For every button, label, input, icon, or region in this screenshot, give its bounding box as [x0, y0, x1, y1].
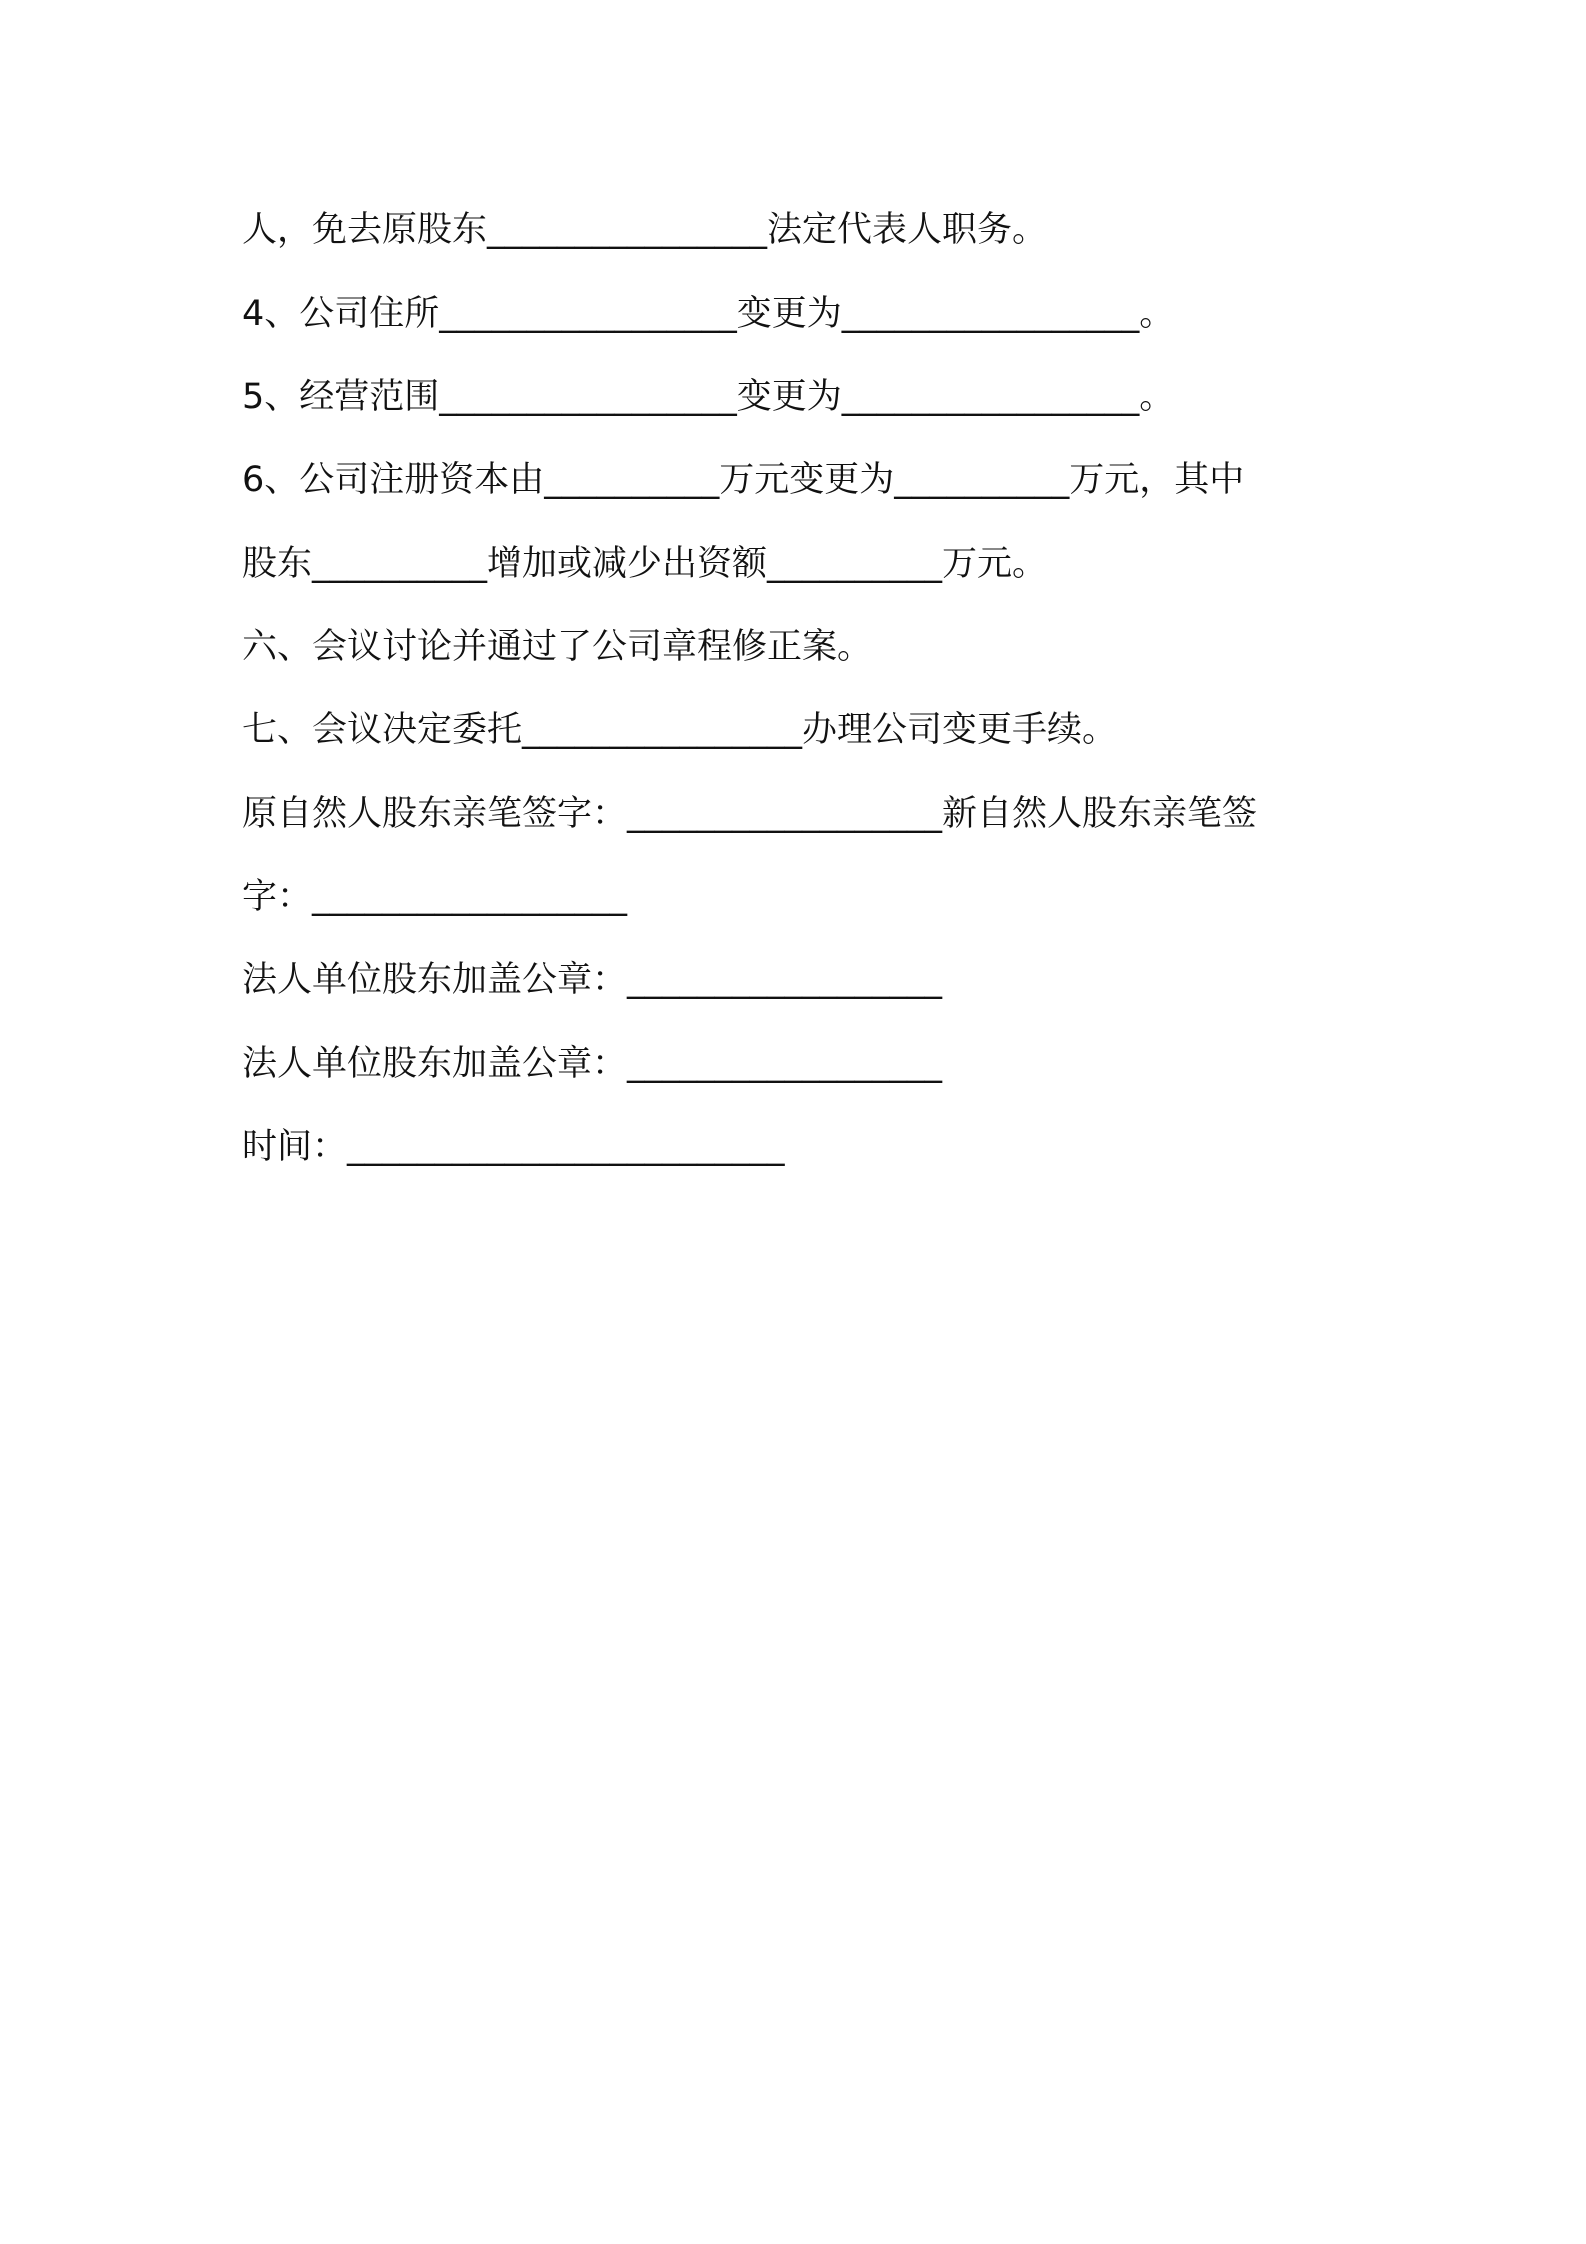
text-line-business-scope-change: 5、经营范围_________________变更为_________________。 — [242, 377, 1175, 417]
text-line-capital-change: 6、公司注册资本由__________万元变更为__________万元，其中 — [242, 460, 1245, 500]
text-line-corporate-seal-1: 法人单位股东加盖公章：__________________ — [242, 960, 943, 1000]
text-line-corporate-seal-2: 法人单位股东加盖公章：__________________ — [242, 1044, 943, 1084]
text-line-address-change: 4、公司住所_________________变更为_________________。 — [242, 294, 1175, 334]
text-line-date: 时间：_________________________ — [242, 1127, 785, 1167]
text-line-natural-person-signature: 原自然人股东亲笔签字：__________________新自然人股东亲笔签 — [242, 794, 1258, 834]
text-line-entrust-procedures: 七、会议决定委托________________办理公司变更手续。 — [242, 710, 1118, 750]
text-line-shareholder-contribution: 股东__________增加或减少出资额__________万元。 — [242, 544, 1048, 584]
text-line-legal-rep-removal: 人，免去原股东________________法定代表人职务。 — [242, 210, 1048, 250]
text-line-signature-continued: 字：__________________ — [242, 877, 628, 917]
text-line-articles-amendment: 六、会议讨论并通过了公司章程修正案。 — [242, 627, 873, 667]
